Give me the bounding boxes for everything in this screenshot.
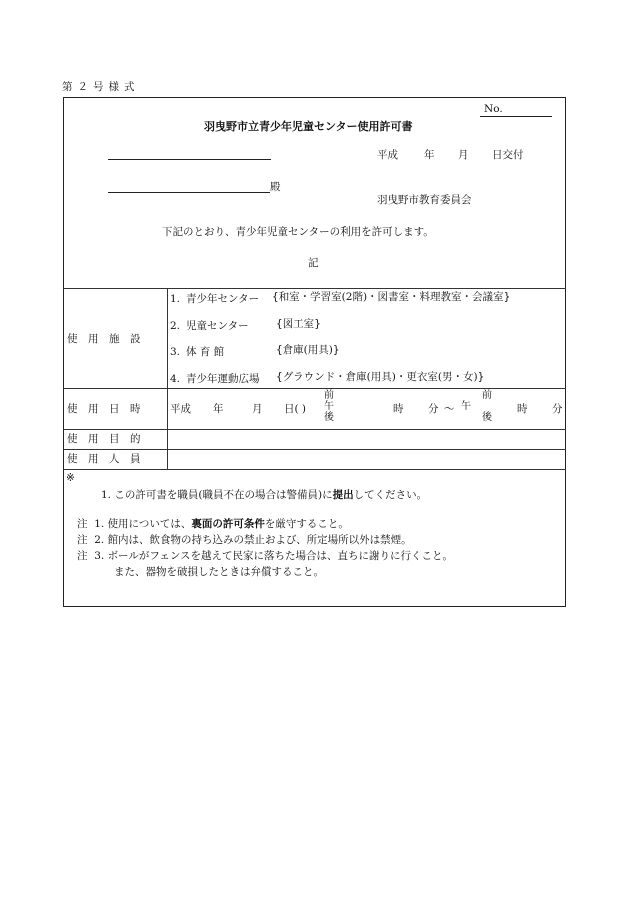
table-top-line [63,288,566,289]
datetime-label: 使 用 日 時 [67,403,141,415]
facility-3-rooms[interactable]: {倉庫(用具)} [276,344,340,356]
note-1: 注 1. 使用については、裏面の許可条件を厳守すること。 [77,518,349,530]
issue-month-unit: 月 [458,149,469,161]
facility-4-number: 4. [170,373,181,385]
people-field[interactable] [172,454,562,466]
right-brace-icon: } [314,318,321,330]
start-ampm-choice[interactable]: 前 午 後 [324,390,334,423]
page-title: 羽曳野市立青少年児童センター使用許可書 [204,120,413,133]
facility-1-rooms[interactable]: {和室・学習室(2階)・図書室・料理教室・会議室} [272,291,511,303]
people-row-bottom-line [63,469,566,470]
facility-4-rooms[interactable]: {グラウンド・倉庫(用具)・更衣室(男・女)} [276,371,485,383]
use-month-unit: 月 [252,403,263,415]
facility-2-rooms[interactable]: {図工室} [276,318,321,330]
facility-row-bottom-line [63,388,566,389]
note-3: 注 3. ボールがフェンスを越えて民家に落ちた場合は、直ちに謝りに行くこと。 [77,550,454,562]
end-meridiem-prefix: 午 [461,401,471,412]
purpose-field[interactable] [172,434,562,446]
end-minute-unit: 分 [552,403,563,415]
datetime-row-bottom-line [63,429,566,430]
addressee-suffix: 殿 [270,181,281,193]
issue-era: 平成 [377,149,398,161]
document-number-label: No. [484,103,503,115]
end-ampm-choice[interactable]: 前 後 [482,390,492,423]
label-column-divider [167,288,168,469]
right-brace-icon: } [503,291,511,303]
instruction-1: 1. この許可書を職員(職員不在の場合は警備員)に提出してください。 [101,489,428,501]
facility-1-name: 青少年センター [186,293,260,305]
permit-statement: 下記のとおり、青少年児童センターの利用を許可します。 [162,226,434,238]
facility-1-number: 1. [170,293,181,305]
people-label: 使 用 人 員 [67,453,141,465]
applicant-name-line[interactable] [108,159,271,160]
issue-year-unit: 年 [424,149,435,161]
facility-3-name: 体 育 館 [186,346,225,358]
left-brace-icon: { [276,318,283,330]
ki-label: 記 [308,257,319,269]
start-hour-unit: 時 [393,403,404,415]
use-day-unit: 日( ) [284,403,307,415]
purpose-label: 使 用 目 的 [67,433,141,445]
facility-label: 使 用 施 設 [67,333,141,345]
issue-day-label: 日交付 [492,149,524,161]
addressee-name-line[interactable] [108,192,270,193]
remark-mark: ※ [66,472,75,484]
left-brace-icon: { [276,344,283,356]
left-brace-icon: { [272,291,279,303]
facility-2-name: 児童センター [186,320,249,332]
range-tilde: ～ [444,403,455,415]
facility-3-number: 3. [170,346,181,358]
facility-4-name: 青少年運動広場 [186,373,260,385]
note-2: 注 2. 館内は、飲食物の持ち込みの禁止および、所定場所以外は禁煙。 [77,534,412,546]
form-number: 第２号様式 [62,81,140,93]
end-hour-unit: 時 [517,403,528,415]
start-minute-unit: 分 [428,403,439,415]
note-continuation: また、器物を破損したときは弁償すること。 [114,566,324,578]
left-brace-icon: { [276,371,283,383]
right-brace-icon: } [477,371,485,383]
use-year-unit: 年 [213,403,224,415]
issuer-name: 羽曳野市教育委員会 [377,194,472,206]
use-era: 平成 [170,403,191,415]
right-brace-icon: } [332,344,340,356]
purpose-row-bottom-line [63,449,566,450]
document-number-line[interactable] [480,116,552,117]
facility-2-number: 2. [170,320,181,332]
